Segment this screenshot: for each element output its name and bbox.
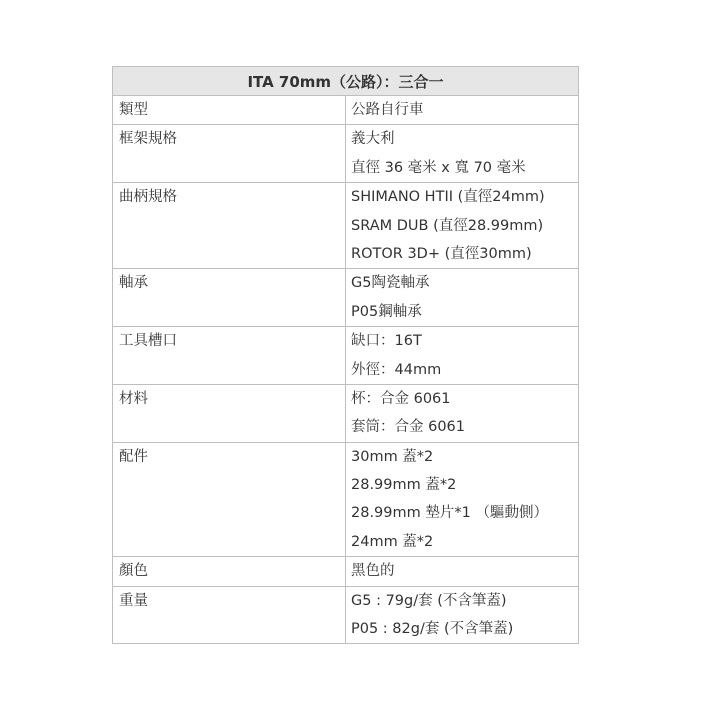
row-value-cell	[346, 557, 579, 586]
row-value-line: 缺口：16T	[351, 333, 422, 350]
row-label-cell	[113, 557, 346, 586]
row-label: 框架規格	[119, 131, 177, 148]
row-label-cell	[113, 442, 346, 557]
row-label: 曲柄規格	[119, 189, 177, 206]
row-label: 工具槽口	[119, 333, 177, 350]
table-row	[113, 586, 579, 644]
row-value-cell	[346, 384, 579, 442]
row-value-line: 24mm 蓋*2	[351, 533, 434, 550]
row-value-line: 黑色的	[351, 563, 395, 580]
table-row	[113, 183, 579, 269]
row-label-cell	[113, 183, 346, 269]
table-header-row	[113, 67, 579, 96]
table-row	[113, 557, 579, 586]
table-row	[113, 442, 579, 557]
row-label-cell	[113, 269, 346, 327]
row-value-line: SRAM DUB (直徑28.99mm)	[351, 217, 544, 234]
row-value-line: P05鋼軸承	[351, 303, 422, 320]
row-value-line: 公路自行車	[351, 102, 424, 118]
row-label: 軸承	[119, 275, 148, 292]
row-value-line: 杯：合金 6061	[351, 390, 451, 407]
row-value-line: P05 : 82g/套 (不含筆蓋)	[351, 621, 514, 638]
row-label: 重量	[119, 592, 148, 609]
row-value-line: 28.99mm 墊片*1 （驅動側）	[351, 505, 548, 522]
row-value-line: G5 : 79g/套 (不含筆蓋)	[351, 592, 507, 609]
row-label-cell	[113, 125, 346, 183]
row-label: 顏色	[119, 563, 148, 580]
row-value-cell	[346, 327, 579, 385]
table-row	[113, 269, 579, 327]
row-label-cell	[113, 327, 346, 385]
row-label-cell	[113, 384, 346, 442]
table-row	[113, 384, 579, 442]
row-value-cell	[346, 125, 579, 183]
row-value-cell	[346, 183, 579, 269]
row-value-cell	[346, 586, 579, 644]
table-title: ITA 70mm（公路）：三合一	[113, 67, 579, 96]
row-value-cell	[346, 96, 579, 125]
table-row	[113, 125, 579, 183]
spec-table	[112, 66, 579, 644]
row-value-cell	[346, 269, 579, 327]
row-label: 配件	[119, 448, 148, 465]
row-value-line: 外徑：44mm	[351, 361, 442, 378]
row-value-line: G5陶瓷軸承	[351, 275, 430, 292]
row-label-cell	[113, 586, 346, 644]
table-body	[113, 96, 579, 644]
row-label-cell	[113, 96, 346, 125]
row-value-line: 義大利	[351, 131, 395, 148]
row-value-cell	[346, 442, 579, 557]
row-value-line: 30mm 蓋*2	[351, 448, 434, 465]
row-value-line: SHIMANO HTII (直徑24mm)	[351, 189, 545, 206]
row-value-line: ROTOR 3D+ (直徑30mm)	[351, 245, 532, 262]
row-label: 材料	[119, 390, 148, 407]
row-value-line: 套筒：合金 6061	[351, 419, 466, 436]
row-value-line: 直徑 36 毫米 x 寬 70 毫米	[351, 159, 526, 176]
table-row	[113, 96, 579, 125]
row-label: 類型	[119, 102, 148, 118]
row-value-line: 28.99mm 蓋*2	[351, 477, 457, 494]
table-row	[113, 327, 579, 385]
